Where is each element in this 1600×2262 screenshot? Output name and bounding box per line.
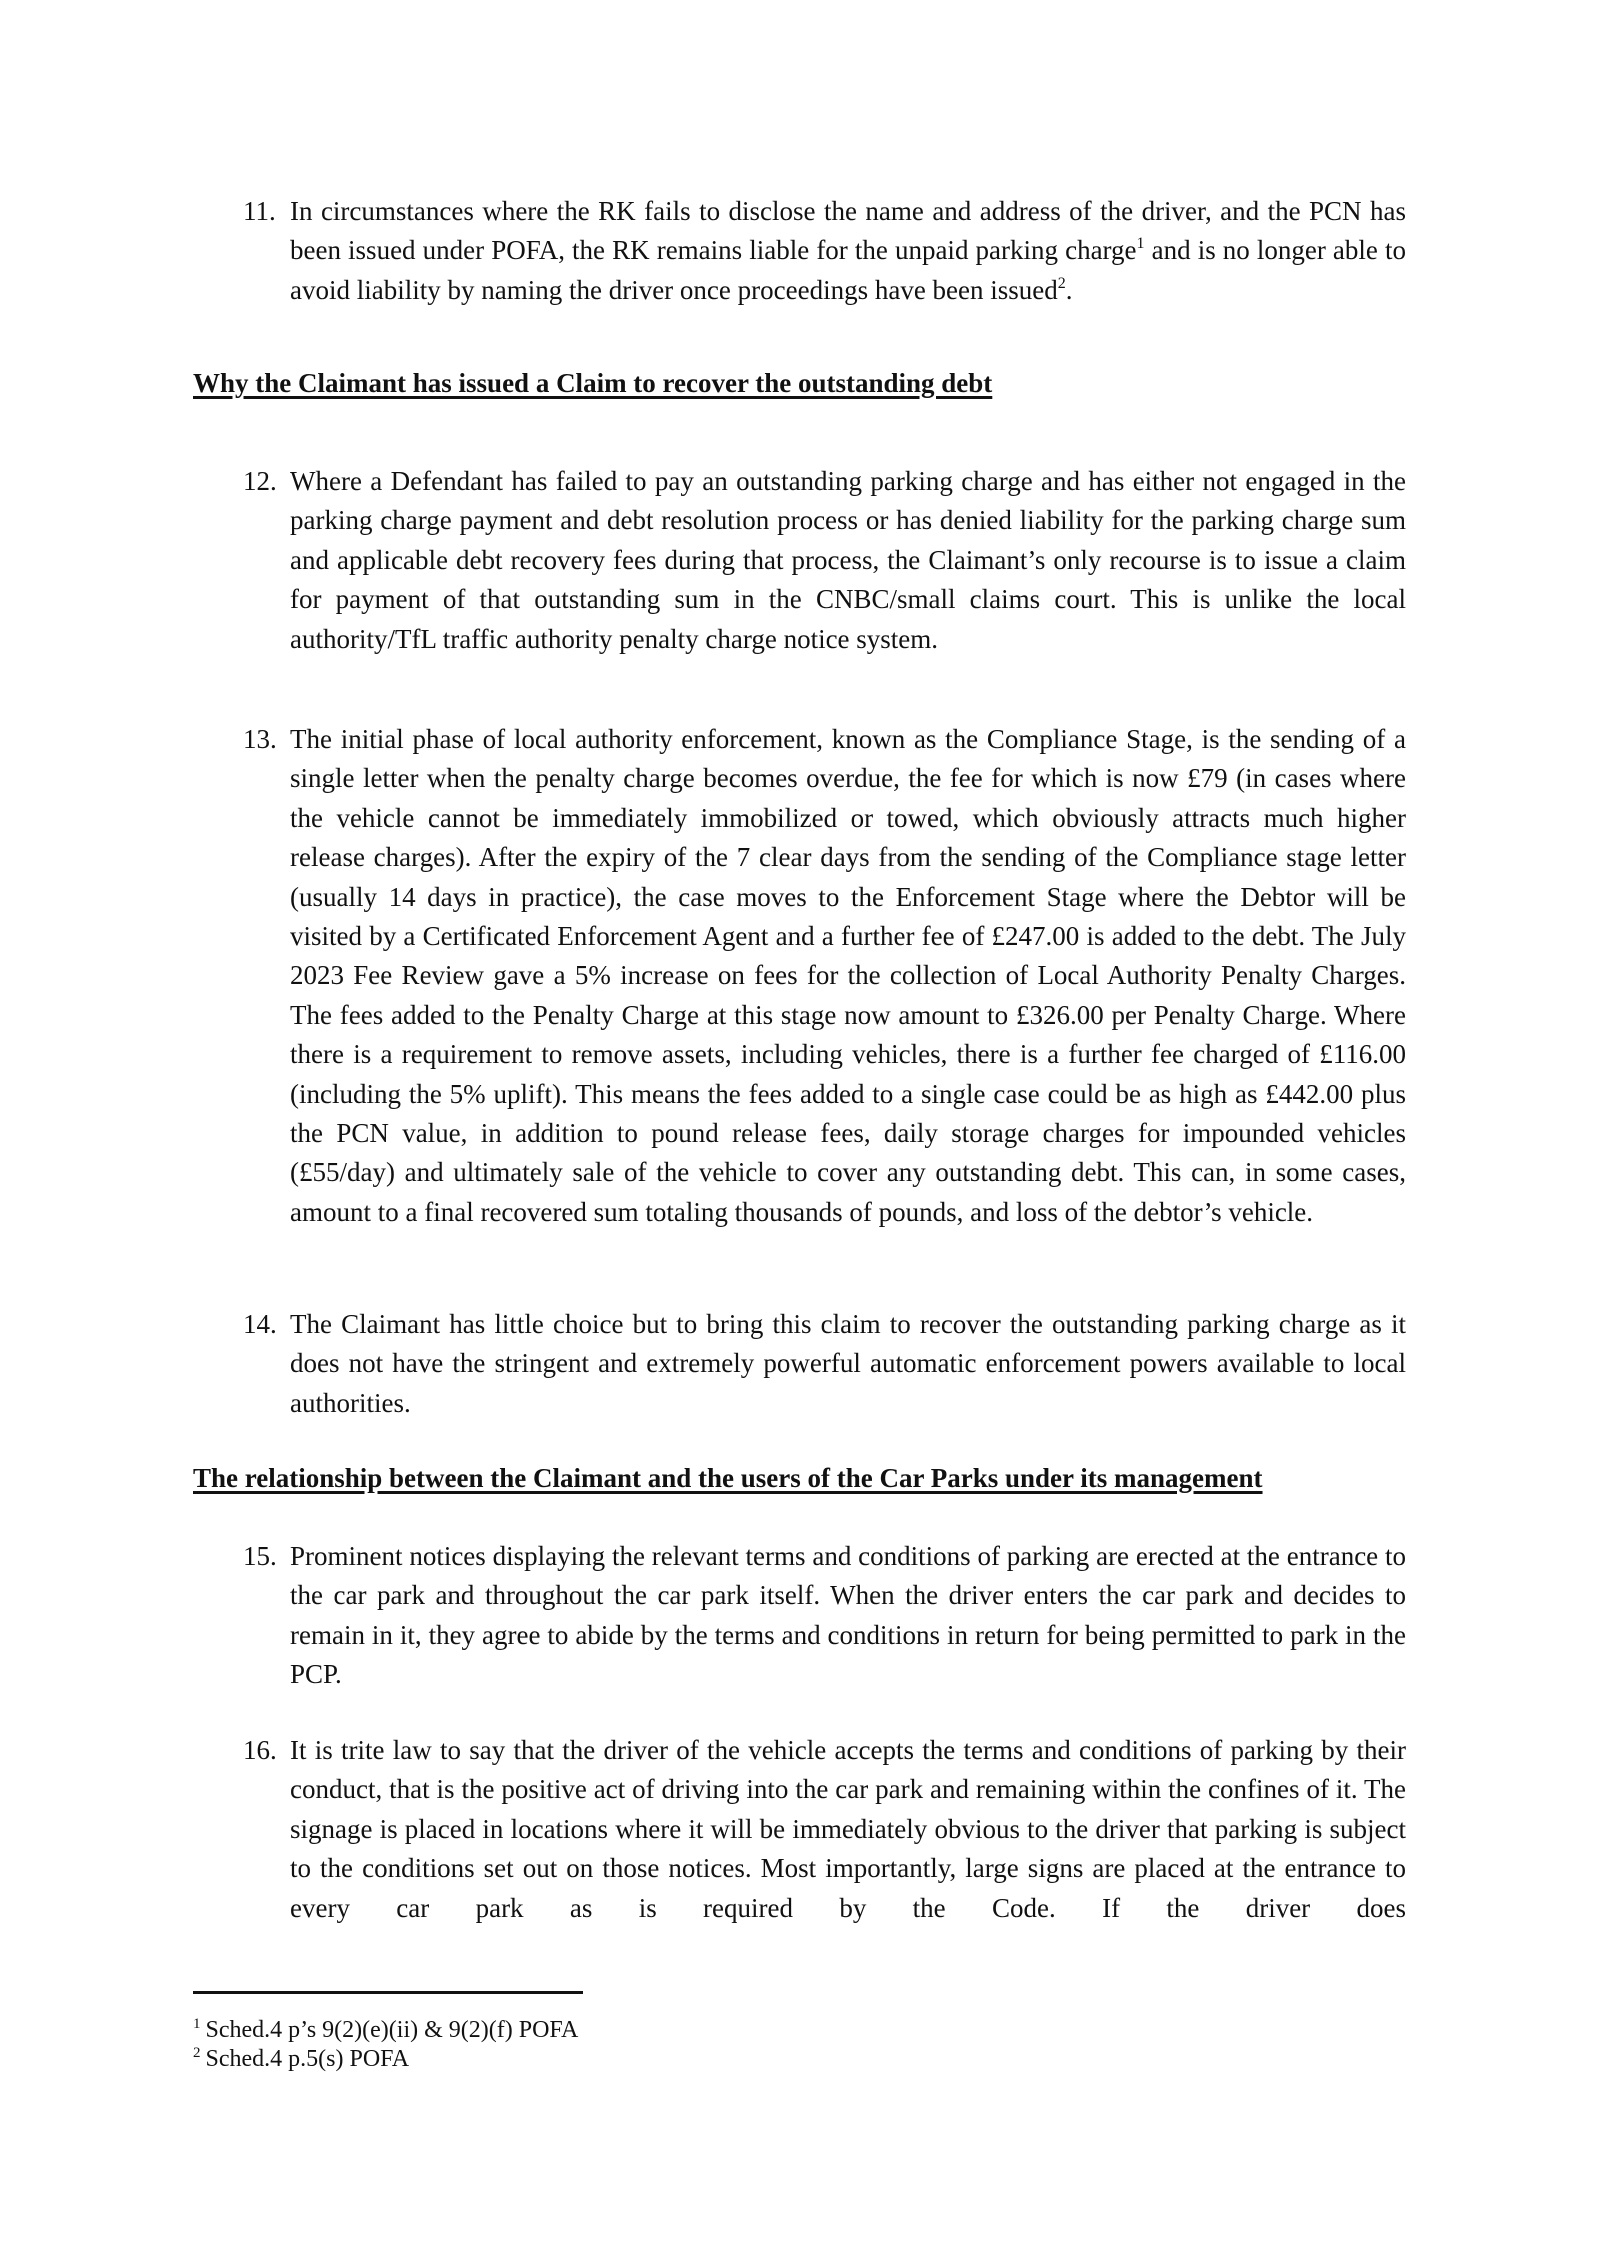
footnotes [193, 2016, 578, 2074]
footnote-marker: 1 [193, 2016, 201, 2032]
section-heading-why-claim: Why the Claimant has issued a Claim to recover the outstanding debt [193, 368, 993, 398]
footnote-marker: 2 [193, 2045, 201, 2061]
paragraph-text-part: and is no longer able to avoid liability by naming the driver once proceedings have been issued [290, 235, 1406, 305]
paragraph-text [290, 192, 1406, 310]
paragraph-text: The Claimant has little choice but to bring this claim to recover the outstanding parking charge as it does not have the stringent and extremely powerful automatic enforcement powers available to local authorities. [290, 1309, 1406, 1418]
paragraph-number: 14. [243, 1309, 277, 1339]
footnote-ref-1[interactable]: 1 [1136, 235, 1145, 253]
footnote-text: Sched.4 p’s 9(2)(e)(ii) & 9(2)(f) POFA [205, 2017, 579, 2043]
footnote-separator [193, 1991, 583, 1994]
paragraph-number: 15. [243, 1541, 277, 1571]
paragraph-13 [243, 720, 1406, 1232]
section-heading-relationship: The relationship between the Claimant and the users of the Car Parks under its management [193, 1463, 1263, 1493]
paragraph-text: Where a Defendant has failed to pay an outstanding parking charge and has either not engaged in the parking charge payment and debt resolution process or has denied liability for the parking charge sum and applicable debt recovery fees during that process, the Claimant’s only recourse is to issue a claim for payment of that outstanding sum in the CNBC/small claims court. This is unlike the local authority/TfL traffic authority penalty charge notice system. [290, 466, 1406, 654]
paragraph-text-part: . [1065, 274, 1073, 305]
footnote-2 [193, 2045, 578, 2074]
paragraph-number: 16. [243, 1735, 277, 1765]
paragraph-16 [243, 1731, 1406, 1928]
paragraph-11 [243, 192, 1406, 310]
footnote-text: Sched.4 p.5(s) POFA [205, 2046, 410, 2072]
paragraph-12 [243, 462, 1406, 659]
paragraph-text: Prominent notices displaying the relevant terms and conditions of parking are erected at the entrance to the car park and throughout the car park itself. When the driver enters the car park and decides to remain in it, they agree to abide by the terms and conditions in return for being permitted to park in the PCP. [290, 1541, 1406, 1690]
paragraph-number: 11. [243, 196, 276, 226]
paragraph-text: The initial phase of local authority enforcement, known as the Compliance Stage, is the sending of a single letter when the penalty charge becomes overdue, the fee for which is now £79 (in cases where the vehicle cannot be immediately immobilized or towed, which obviously attracts much higher release charges). After the expiry of the 7 clear days from the sending of the Compliance stage letter (usually 14 days in practice), the case moves to the Enforcement Stage where the Debtor will be visited by a Certificated Enforcement Agent and a further fee of £247.00 is added to the debt. The July 2023 Fee Review gave a 5% increase on fees for the collection of Local Authority Penalty Charges. The fees added to the Penalty Charge at this stage now amount to £326.00 per Penalty Charge. Where there is a requirement to remove assets, including vehicles, there is a further fee charged of £116.00 (including the 5% uplift). This means the fees added to a single case could be as high as £442.00 plus the PCN value, in addition to pound release fees, daily storage charges for impounded vehicles (£55/day) and ultimately sale of the vehicle to cover any outstanding debt. This can, in some cases, amount to a final recovered sum totaling thousands of pounds, and loss of the debtor’s vehicle. [290, 724, 1406, 1227]
footnote-ref-2[interactable]: 2 [1057, 274, 1066, 292]
paragraph-text-part: In circumstances where the RK fails to disclose the name and address of the driver, and the PCN has been issued under POFA, the RK remains liable for the unpaid parking charge [290, 196, 1406, 266]
paragraph-15 [243, 1537, 1406, 1695]
paragraph-number: 13. [243, 724, 277, 754]
footnote-1 [193, 2016, 578, 2045]
paragraph-number: 12. [243, 466, 277, 496]
paragraph-text: It is trite law to say that the driver of the vehicle accepts the terms and conditions of parking by their conduct, that is the positive act of driving into the car park and remaining within the confines of it. The signage is placed in locations where it will be immediately obvious to the driver that parking is subject to the conditions set out on those notices. Most importantly, large signs are placed at the entrance to every car park as is required by the Code. If the driver does [290, 1735, 1406, 1923]
paragraph-14 [243, 1305, 1406, 1423]
